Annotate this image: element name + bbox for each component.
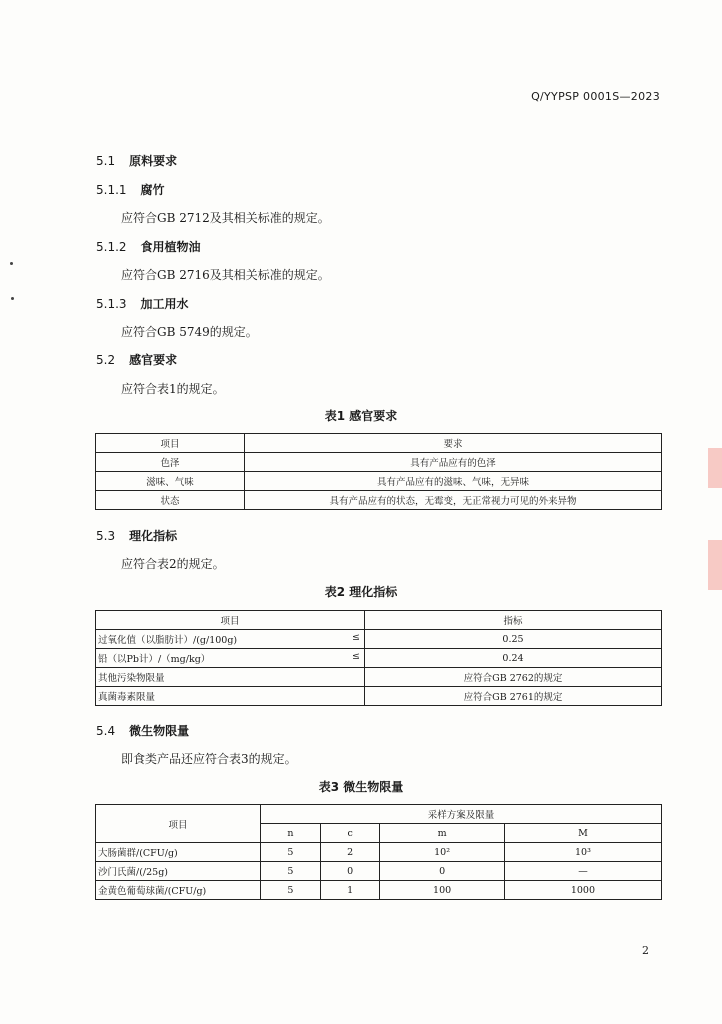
section-title: 感官要求 xyxy=(129,353,178,367)
table2 xyxy=(95,610,662,706)
table-cell: 5 xyxy=(261,862,321,881)
table3-header-m: m xyxy=(380,824,505,843)
page-number: 2 xyxy=(642,944,649,957)
section-number: 5.1 xyxy=(96,154,116,168)
table1-caption: 表1 感官要求 xyxy=(324,409,398,423)
table-cell: 沙门氏菌/(/25g) xyxy=(96,862,261,881)
table3-caption: 表3 微生物限量 xyxy=(318,780,404,794)
table-cell: 具有产品应有的色泽 xyxy=(245,453,662,472)
table-header-row xyxy=(96,434,662,453)
section-5-1-1-text: 应符合GB 2712及其相关标准的规定。 xyxy=(121,211,330,225)
table1 xyxy=(95,433,662,510)
section-number: 5.4 xyxy=(96,724,116,738)
section-5-1-3-heading xyxy=(96,295,189,312)
table-row xyxy=(96,472,662,491)
section-5-2-heading xyxy=(96,351,177,368)
section-number: 5.1.2 xyxy=(96,240,127,254)
table-cell: 色泽 xyxy=(96,453,245,472)
less-equal-sign: ≤ xyxy=(352,632,360,643)
table-cell: 具有产品应有的滋味、气味，无异味 xyxy=(245,472,662,491)
table-row xyxy=(96,630,662,649)
table3-header-group: 采样方案及限量 xyxy=(261,805,662,824)
section-5-1-heading xyxy=(96,152,177,169)
table-row xyxy=(96,881,662,900)
table-cell: 其他污染物限量 xyxy=(96,668,365,687)
section-5-1-3-text: 应符合GB 5749的规定。 xyxy=(121,325,258,339)
section-number: 5.1.3 xyxy=(96,297,127,311)
table-row xyxy=(96,491,662,510)
table-cell: 真菌毒素限量 xyxy=(96,687,365,706)
table-cell: 状态 xyxy=(96,491,245,510)
table-row xyxy=(96,649,662,668)
table-cell: 应符合GB 2761的规定 xyxy=(365,687,662,706)
table3-header-n: n xyxy=(261,824,321,843)
section-title: 微生物限量 xyxy=(129,724,190,738)
section-number: 5.3 xyxy=(96,529,116,543)
table3-header-M: M xyxy=(504,824,661,843)
table-cell: 10² xyxy=(380,843,505,862)
table-cell: 0.24 xyxy=(365,649,662,668)
table-cell: 5 xyxy=(261,843,321,862)
table-cell: 100 xyxy=(380,881,505,900)
table-cell: — xyxy=(504,862,661,881)
table-header-row xyxy=(96,805,662,824)
table2-header-item: 项目 xyxy=(96,611,365,630)
section-5-1-2-text: 应符合GB 2716及其相关标准的规定。 xyxy=(121,268,330,282)
table-cell xyxy=(96,649,365,668)
less-equal-sign: ≤ xyxy=(352,651,360,662)
table-row xyxy=(96,453,662,472)
table1-header-requirement: 要求 xyxy=(245,434,662,453)
table-row xyxy=(96,862,662,881)
section-title: 理化指标 xyxy=(129,529,178,543)
item-label: 铅（以Pb计）/（mg/kg） xyxy=(98,654,211,665)
section-5-2-text: 应符合表1的规定。 xyxy=(121,382,225,396)
table3-header-item: 项目 xyxy=(96,805,261,843)
seal-stamp-fragment xyxy=(708,540,722,590)
table3 xyxy=(95,804,662,900)
table2-caption: 表2 理化指标 xyxy=(324,585,398,599)
table-cell: 滋味、气味 xyxy=(96,472,245,491)
table-row xyxy=(96,843,662,862)
table-cell: 具有产品应有的状态，无霉变，无正常视力可见的外来异物 xyxy=(245,491,662,510)
binding-mark xyxy=(11,297,14,300)
table-cell xyxy=(96,630,365,649)
table1-header-item: 项目 xyxy=(96,434,245,453)
table-cell: 0.25 xyxy=(365,630,662,649)
table-cell: 0 xyxy=(380,862,505,881)
table2-header-indicator: 指标 xyxy=(365,611,662,630)
section-5-4-heading xyxy=(96,722,189,739)
table-header-row xyxy=(96,611,662,630)
section-title: 加工用水 xyxy=(140,297,189,311)
table-cell: 5 xyxy=(261,881,321,900)
table-cell: 10³ xyxy=(504,843,661,862)
binding-mark xyxy=(10,262,13,265)
section-number: 5.2 xyxy=(96,353,116,367)
section-5-1-2-heading xyxy=(96,238,201,255)
section-5-4-text: 即食类产品还应符合表3的规定。 xyxy=(121,752,297,766)
table-cell: 大肠菌群/(CFU/g) xyxy=(96,843,261,862)
table-cell: 1000 xyxy=(504,881,661,900)
table-cell: 0 xyxy=(320,862,379,881)
section-title: 食用植物油 xyxy=(140,240,201,254)
table-cell: 应符合GB 2762的规定 xyxy=(365,668,662,687)
document-code: Q/YYPSP 0001S—2023 xyxy=(531,90,660,103)
item-label: 过氧化值（以脂肪计）/(g/100g) xyxy=(98,635,238,646)
table-row xyxy=(96,668,662,687)
table-row xyxy=(96,687,662,706)
section-5-3-heading xyxy=(96,527,177,544)
section-number: 5.1.1 xyxy=(96,183,127,197)
section-title: 腐竹 xyxy=(140,183,165,197)
table-cell: 1 xyxy=(320,881,379,900)
seal-stamp-fragment xyxy=(708,448,722,488)
section-5-3-text: 应符合表2的规定。 xyxy=(121,557,225,571)
section-title: 原料要求 xyxy=(129,154,178,168)
table-cell: 2 xyxy=(320,843,379,862)
section-5-1-1-heading xyxy=(96,181,165,198)
table3-header-c: c xyxy=(320,824,379,843)
table-cell: 金黄色葡萄球菌/(CFU/g) xyxy=(96,881,261,900)
